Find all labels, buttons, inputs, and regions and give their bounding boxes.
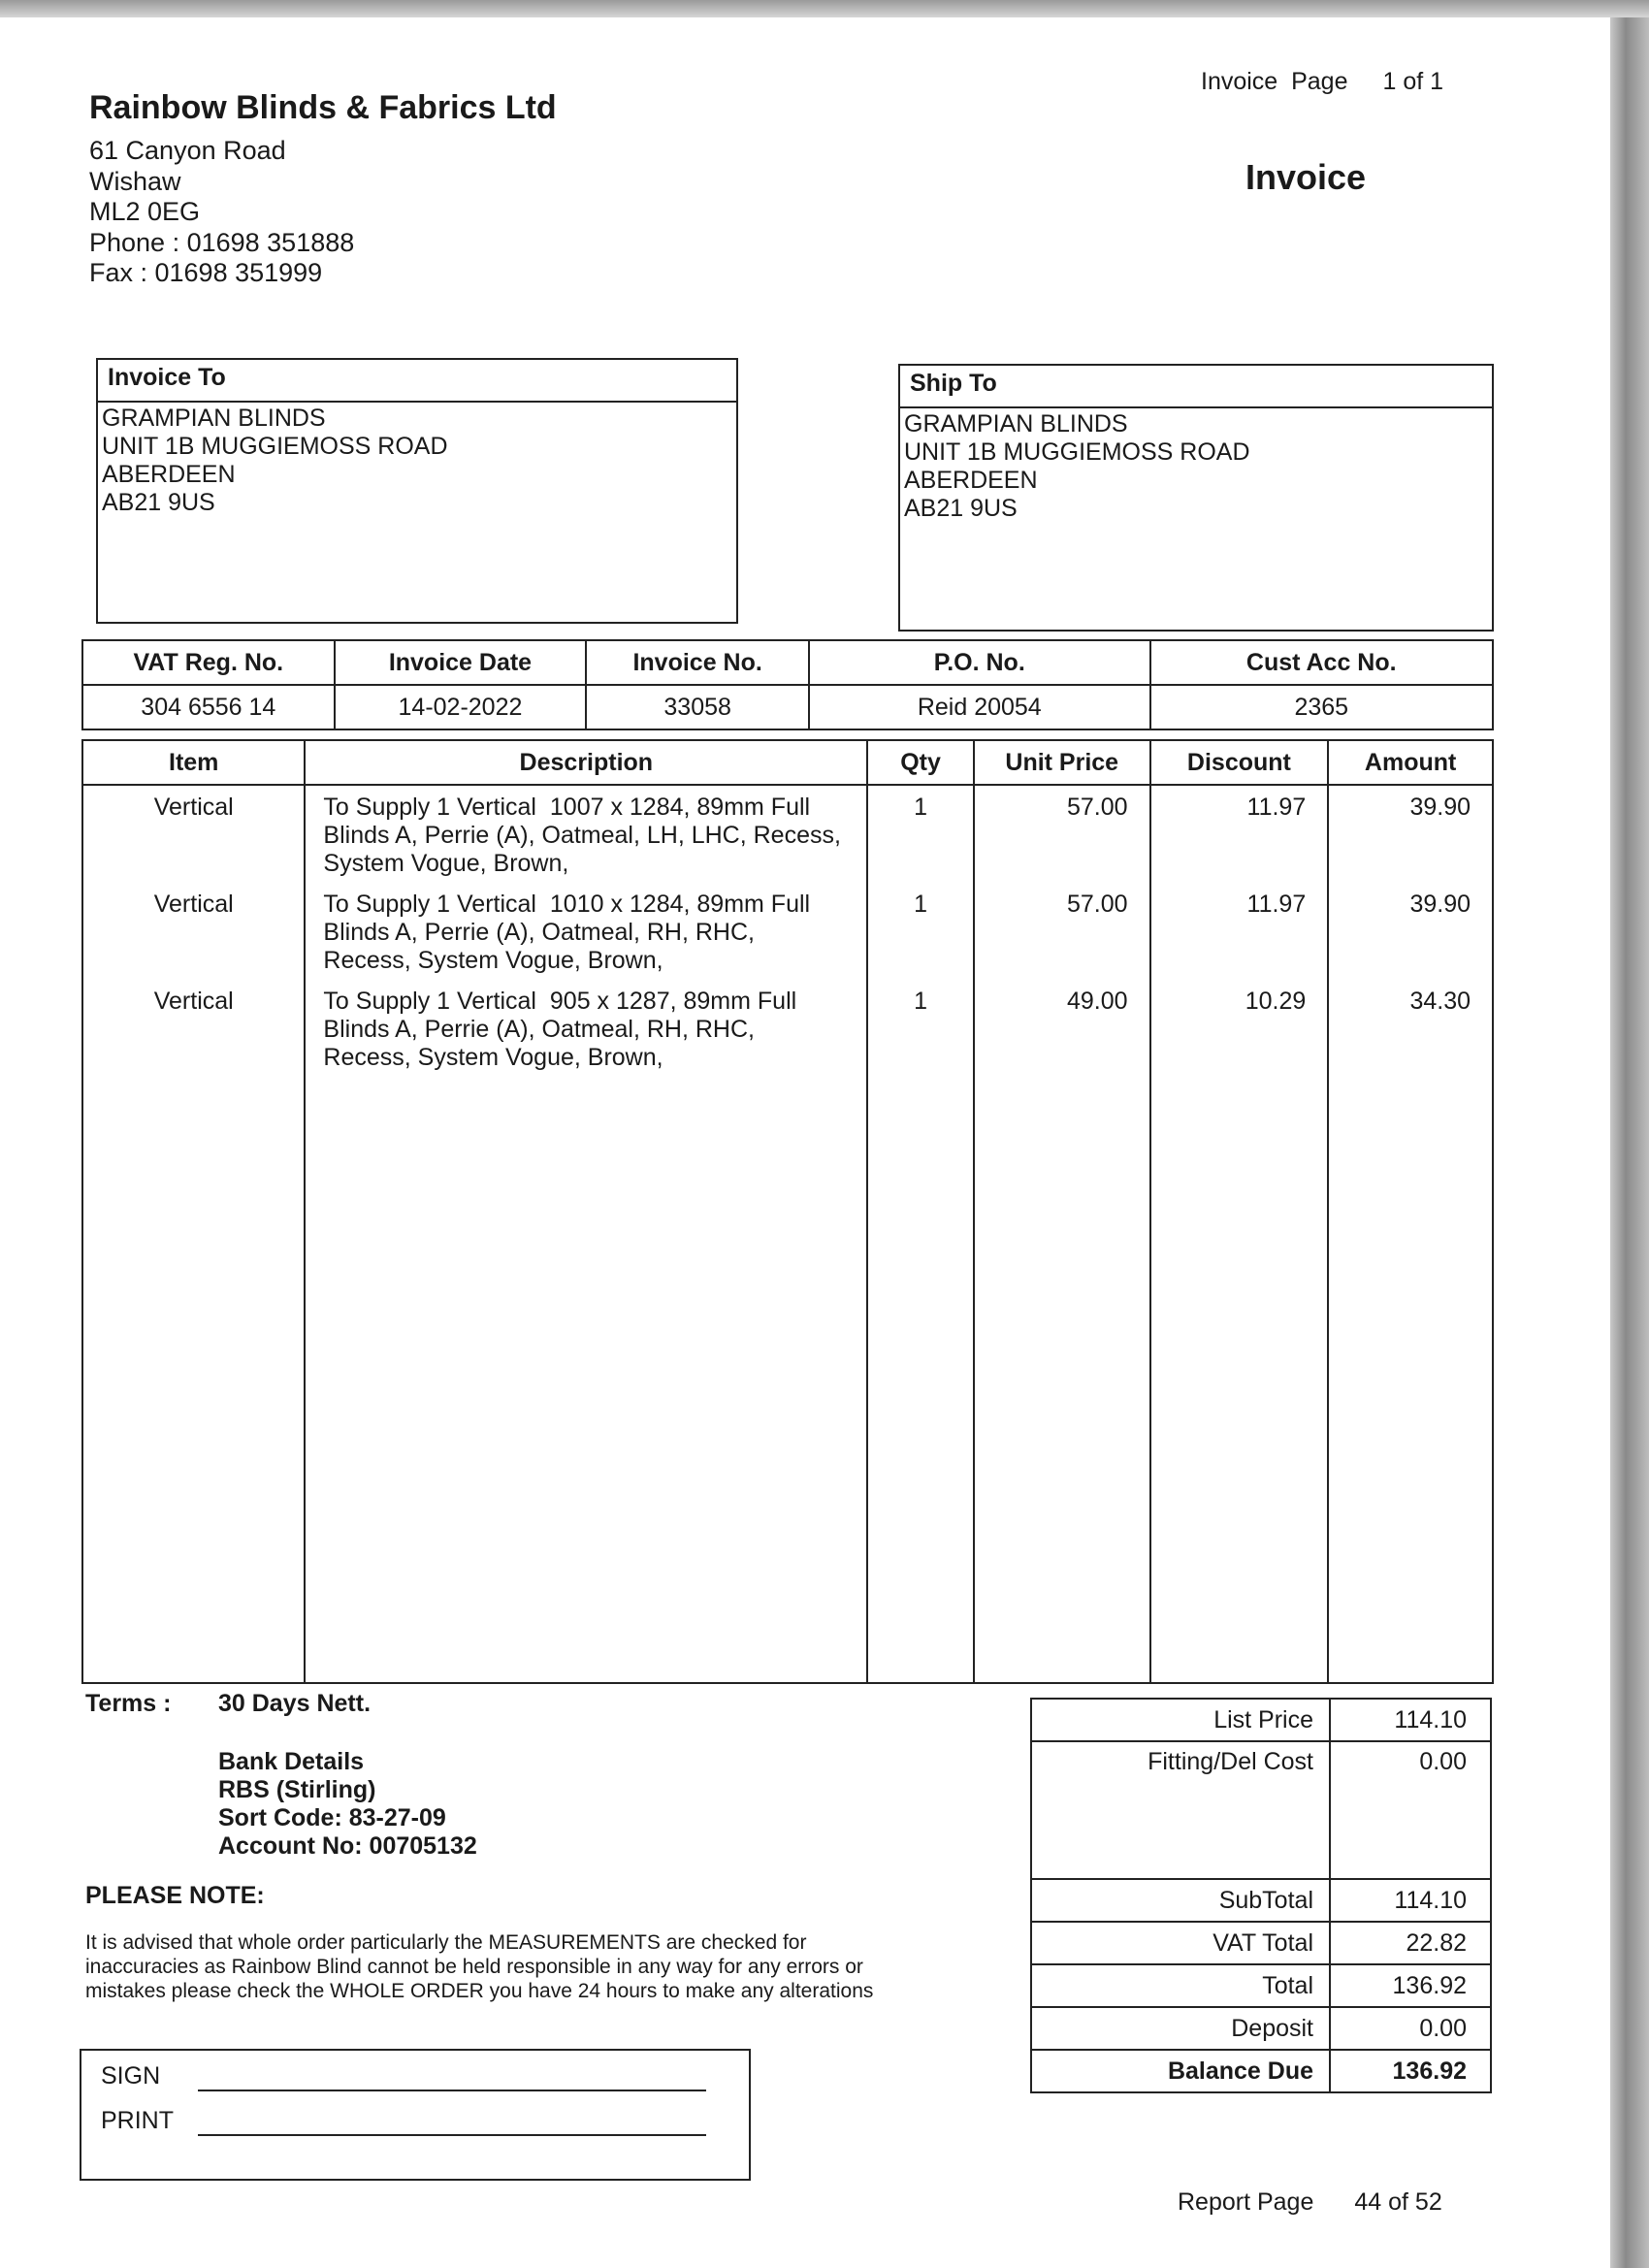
description-line: Recess, System Vogue, Brown, [323,1044,663,1071]
description-cell [305,883,867,980]
meta-header: Invoice No. [586,640,809,685]
bank-line: Bank Details [218,1748,365,1775]
report-page-indicator [1178,2188,1442,2217]
address-line: Wishaw [89,166,181,196]
items-header: Amount [1328,740,1493,785]
address-line: 61 Canyon Road [89,136,286,165]
sign-label: SIGN [101,2062,161,2090]
ship-to-line: UNIT 1B MUGGIEMOSS ROAD [904,438,1250,466]
description-line: Blinds A, Perrie (A), Oatmeal, RH, RHC, [323,1016,755,1043]
item-cell: Vertical [82,883,305,980]
note-line: It is advised that whole order particularly the MEASUREMENTS are checked for [85,1931,807,1954]
items-header: Unit Price [974,740,1150,785]
items-header: Description [305,740,867,785]
report-page-value: 44 of 52 [1354,2188,1442,2216]
invoice-to-line: ABERDEEN [102,461,236,488]
totals-label: List Price [1031,1699,1330,1741]
ship-to-line: GRAMPIAN BLINDS [904,410,1128,437]
amount-cell: 39.90 [1328,883,1493,980]
totals-row [1031,1699,1491,1741]
description-line: To Supply 1 Vertical 1007 x 1284, 89mm Full [323,794,811,821]
items-header: Item [82,740,305,785]
company-name: Rainbow Blinds & Fabrics Ltd [89,89,557,126]
line-items-table [81,739,1494,1684]
totals-row [1031,1922,1491,1964]
totals-label: SubTotal [1031,1879,1330,1922]
signature-box [80,2049,751,2181]
discount-cell: 10.29 [1150,980,1329,1077]
note-line: inaccuracies as Rainbow Blind cannot be held responsible in any way for any errors or [85,1956,863,1978]
totals-value: 136.92 [1330,1964,1491,2007]
totals-label: Fitting/Del Cost [1031,1741,1330,1879]
invoice-page-label: Invoice Page [1201,68,1348,95]
item-cell: Vertical [82,785,305,883]
totals-row [1031,2007,1491,2050]
totals-label: Total [1031,1964,1330,2007]
totals-row [1031,2050,1491,2092]
description-line: Blinds A, Perrie (A), Oatmeal, RH, RHC, [323,919,755,946]
table-filler-row [82,1077,1493,1683]
company-phone: Phone : 01698 351888 [89,227,355,257]
invoice-meta-table [81,639,1494,730]
scan-edge [1610,0,1649,2268]
invoice-to-line: GRAMPIAN BLINDS [102,405,326,432]
invoice-page-value: 1 of 1 [1382,68,1444,95]
balance-due-value: 136.92 [1330,2050,1491,2092]
address-line: ML2 0EG [89,197,201,226]
unit-price-cell: 49.00 [974,980,1150,1077]
bank-details [218,1748,477,1861]
items-header: Discount [1150,740,1329,785]
meta-header: Invoice Date [335,640,587,685]
totals-value: 114.10 [1330,1879,1491,1922]
bank-line: Account No: 00705132 [218,1832,477,1860]
description-line: System Vogue, Brown, [323,850,569,877]
totals-row [1031,1741,1491,1879]
invoice-page-indicator [1201,68,1443,96]
ship-to-box [898,364,1494,632]
unit-price-cell: 57.00 [974,785,1150,883]
discount-cell: 11.97 [1150,883,1329,980]
bank-line: Sort Code: 83-27-09 [218,1804,446,1831]
discount-cell: 11.97 [1150,785,1329,883]
bank-line: RBS (Stirling) [218,1776,376,1803]
meta-header: P.O. No. [809,640,1149,685]
note-heading: PLEASE NOTE: [85,1882,265,1909]
totals-table [1030,1698,1492,2093]
balance-due-label: Balance Due [1031,2050,1330,2092]
table-row [82,980,1493,1077]
print-label: PRINT [101,2107,174,2134]
totals-label: Deposit [1031,2007,1330,2050]
description-line: To Supply 1 Vertical 905 x 1287, 89mm Full [323,988,797,1015]
scan-top-edge [0,0,1649,17]
invoice-number: 33058 [586,685,809,729]
table-row [82,883,1493,980]
description-line: To Supply 1 Vertical 1010 x 1284, 89mm Full [323,891,811,918]
company-fax: Fax : 01698 351999 [89,258,323,287]
totals-value: 114.10 [1330,1699,1491,1741]
terms-label: Terms : [85,1690,172,1717]
totals-value: 0.00 [1330,1741,1491,1879]
po-number: Reid 20054 [809,685,1149,729]
totals-value: 22.82 [1330,1922,1491,1964]
meta-header: VAT Reg. No. [82,640,335,685]
totals-value: 0.00 [1330,2007,1491,2050]
qty-cell: 1 [867,883,974,980]
meta-header: Cust Acc No. [1150,640,1493,685]
amount-cell: 39.90 [1328,785,1493,883]
terms-value: 30 Days Nett. [218,1690,372,1717]
item-cell: Vertical [82,980,305,1077]
totals-row [1031,1879,1491,1922]
invoice-to-box [96,358,738,624]
ship-to-line: AB21 9US [904,495,1018,522]
invoice-to-line: UNIT 1B MUGGIEMOSS ROAD [102,433,448,460]
unit-price-cell: 57.00 [974,883,1150,980]
description-line: Recess, System Vogue, Brown, [323,947,663,974]
note-text [85,1930,978,2003]
table-row [82,785,1493,883]
items-header: Qty [867,740,974,785]
qty-cell: 1 [867,785,974,883]
company-address [89,136,354,289]
vat-reg-no: 304 6556 14 [82,685,335,729]
qty-cell: 1 [867,980,974,1077]
totals-row [1031,1964,1491,2007]
print-line[interactable] [198,2134,706,2136]
sign-line[interactable] [198,2090,706,2091]
totals-label: VAT Total [1031,1922,1330,1964]
invoice-to-heading: Invoice To [98,360,736,403]
customer-account-number: 2365 [1150,685,1493,729]
ship-to-line: ABERDEEN [904,467,1038,494]
invoice-date: 14-02-2022 [335,685,587,729]
description-cell [305,980,867,1077]
report-page-label: Report Page [1178,2188,1314,2216]
amount-cell: 34.30 [1328,980,1493,1077]
description-line: Blinds A, Perrie (A), Oatmeal, LH, LHC, Recess, [323,822,841,849]
document-title: Invoice [1245,157,1367,197]
invoice-to-line: AB21 9US [102,489,215,516]
description-cell [305,785,867,883]
ship-to-heading: Ship To [900,366,1492,408]
note-line: mistakes please check the WHOLE ORDER you have 24 hours to make any alterations [85,1980,874,2002]
